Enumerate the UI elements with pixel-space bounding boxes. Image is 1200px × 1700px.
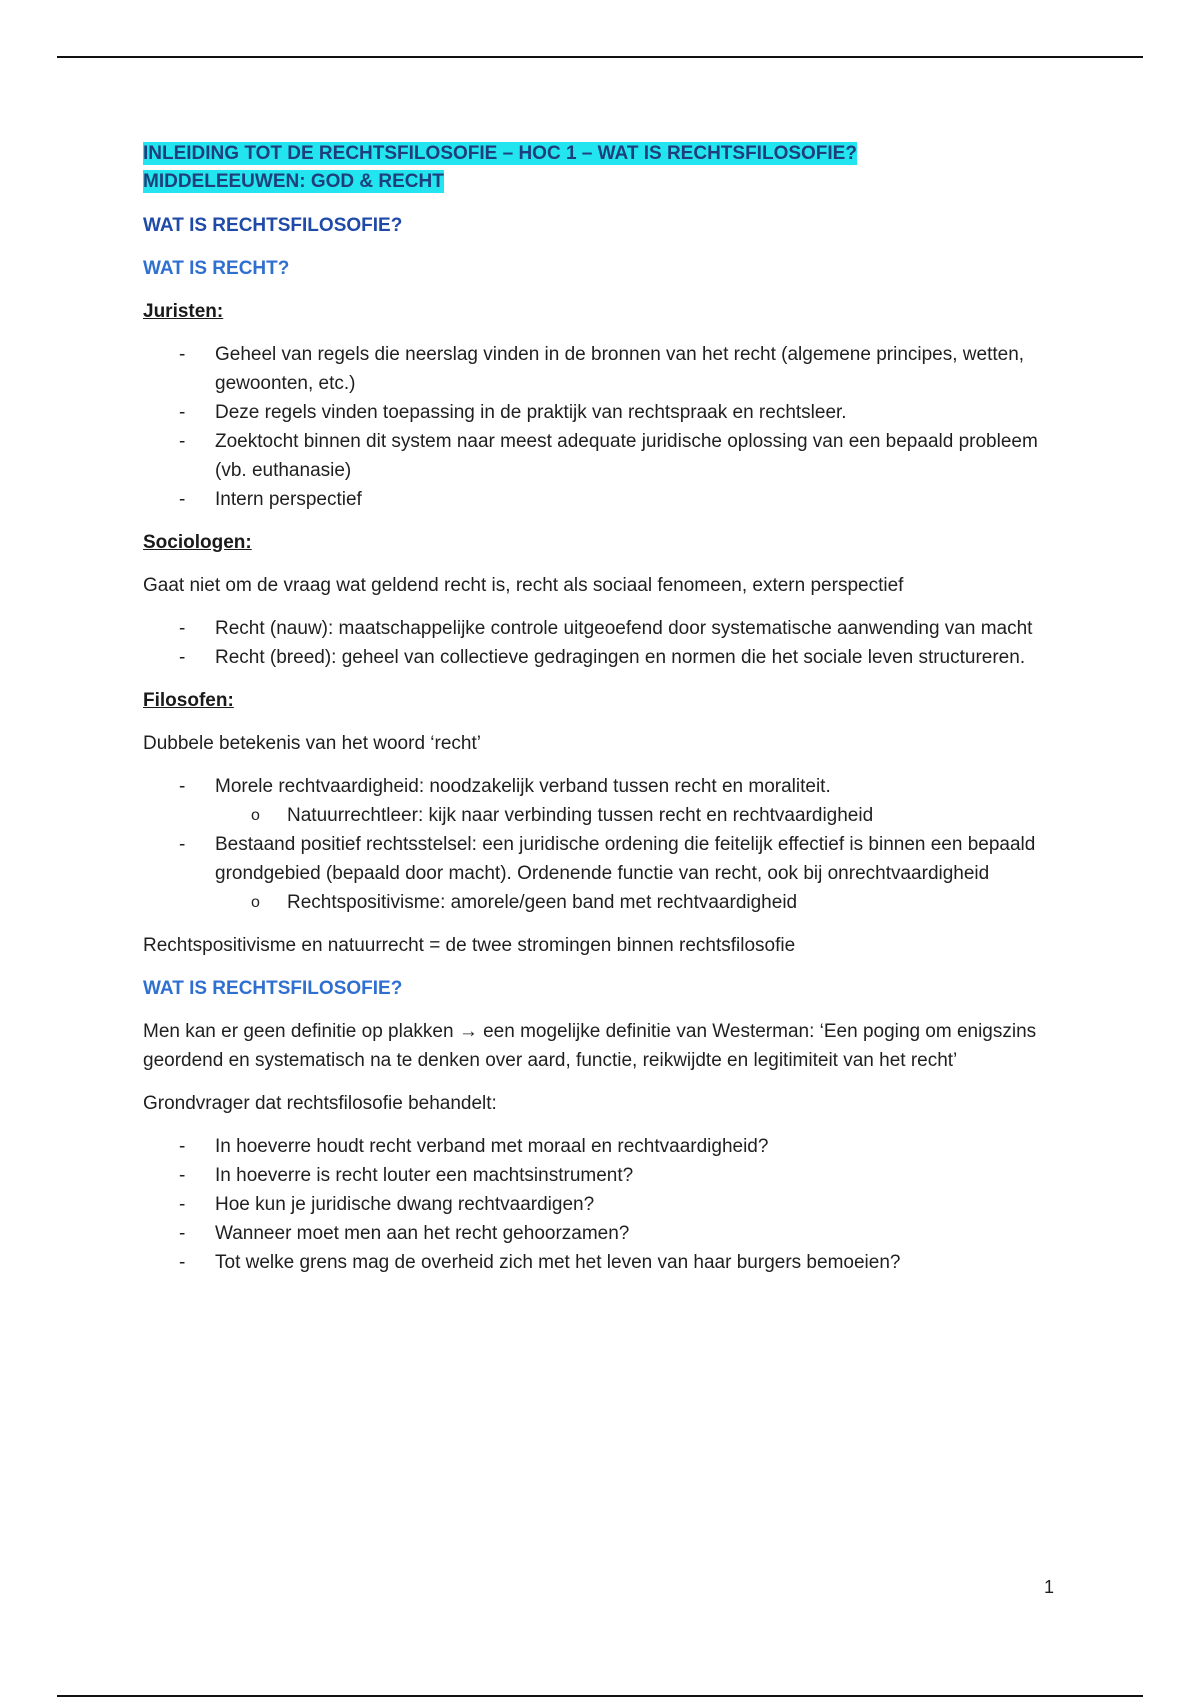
circle-marker: o	[251, 807, 260, 824]
list-item-text: Tot welke grens mag de overheid zich met het leven van haar burgers bemoeien?	[215, 1252, 901, 1273]
list-item-text: Recht (breed): geheel van collectieve gedragingen en normen die het sociale leven structureren.	[215, 647, 1026, 668]
list-item	[143, 614, 1063, 643]
footer-rule	[57, 1695, 1143, 1697]
dash-marker: -	[179, 618, 186, 639]
list-item-text: In hoeverre is recht louter een machtsinstrument?	[215, 1165, 634, 1186]
sub-list-item	[215, 801, 1063, 830]
list-item-text: Wanneer moet men aan het recht gehoorzamen?	[215, 1223, 630, 1244]
dash-marker: -	[179, 1223, 186, 1244]
dash-marker: -	[179, 647, 186, 668]
list-item	[143, 427, 1063, 485]
list-item	[143, 1132, 1063, 1161]
dash-marker: -	[179, 344, 186, 365]
dash-marker: -	[179, 1194, 186, 1215]
sub-list	[215, 888, 1063, 917]
dash-marker: -	[179, 776, 186, 797]
list-item	[143, 1219, 1063, 1248]
list-item	[143, 485, 1063, 514]
grondvragen-list	[143, 1132, 1063, 1277]
sociologen-list	[143, 614, 1063, 672]
list-item-text: Morele rechtvaardigheid: noodzakelijk verband tussen recht en moraliteit.	[215, 776, 831, 797]
list-item-text: Deze regels vinden toepassing in de praktijk van rechtspraak en rechtsleer.	[215, 402, 847, 423]
dash-marker: -	[179, 402, 186, 423]
page-number: 1	[1044, 1577, 1055, 1597]
document-title	[143, 140, 1063, 196]
dash-marker: -	[179, 489, 186, 510]
sub-list	[215, 801, 1063, 830]
list-item-text: Geheel van regels die neerslag vinden in de bronnen van het recht (algemene principes, wetten, gewoonten, etc.)	[215, 344, 1025, 394]
dash-marker: -	[179, 1252, 186, 1273]
dash-marker: -	[179, 1165, 186, 1186]
list-item	[143, 830, 1063, 917]
title-line-2: MIDDELEEUWEN: GOD & RECHT	[143, 171, 444, 192]
filosofen-intro: Dubbele betekenis van het woord ‘recht’	[143, 733, 481, 754]
dash-marker: -	[179, 1136, 186, 1157]
juristen-list	[143, 340, 1063, 514]
title-line-1: INLEIDING TOT DE RECHTSFILOSOFIE – HOC 1 – WAT IS RECHTSFILOSOFIE?	[143, 143, 857, 164]
sociologen-intro: Gaat niet om de vraag wat geldend recht is, recht als sociaal fenomeen, extern perspectief	[143, 575, 904, 596]
juristen-label: Juristen:	[143, 301, 224, 322]
list-item-text: Zoektocht binnen dit system naar meest adequate juridische oplossing van een bepaald probleem (vb. euthanasie)	[215, 431, 1038, 481]
header-rule	[57, 56, 1143, 58]
list-item	[143, 1161, 1063, 1190]
list-item-text: Hoe kun je juridische dwang rechtvaardigen?	[215, 1194, 595, 1215]
heading-wat-is-recht: WAT IS RECHT?	[143, 258, 290, 279]
dash-marker: -	[179, 431, 186, 452]
definition-paragraph: Men kan er geen definitie op plakken → een mogelijke definitie van Westerman: ‘Een poging om enigszins geordend en systematisch na te denken over aard, functie, reikwijdte en legitimiteit van het recht’	[143, 1021, 1037, 1071]
sub-list-item-text: Rechtspositivisme: amorele/geen band met rechtvaardigheid	[287, 892, 798, 913]
heading-wat-is-rechtsfilosofie: WAT IS RECHTSFILOSOFIE?	[143, 215, 403, 236]
sub-list-item	[215, 888, 1063, 917]
filosofen-conclusion: Rechtspositivisme en natuurrecht = de twee stromingen binnen rechtsfilosofie	[143, 935, 796, 956]
list-item-text: Recht (nauw): maatschappelijke controle uitgeoefend door systematische aanwending van macht	[215, 618, 1033, 639]
list-item	[143, 643, 1063, 672]
sub-list-item-text: Natuurrechtleer: kijk naar verbinding tussen recht en rechtvaardigheid	[287, 805, 874, 826]
list-item-text: Intern perspectief	[215, 489, 362, 510]
grondvragen-intro: Grondvrager dat rechtsfilosofie behandelt:	[143, 1093, 497, 1114]
filosofen-label: Filosofen:	[143, 690, 234, 711]
filosofen-list	[143, 772, 1063, 917]
dash-marker: -	[179, 834, 186, 855]
list-item-text: In hoeverre houdt recht verband met moraal en rechtvaardigheid?	[215, 1136, 769, 1157]
sociologen-label: Sociologen:	[143, 532, 252, 553]
list-item	[143, 1190, 1063, 1219]
heading-wat-is-rechtsfilosofie-2: WAT IS RECHTSFILOSOFIE?	[143, 978, 403, 999]
circle-marker: o	[251, 894, 260, 911]
list-item-text: Bestaand positief rechtsstelsel: een juridische ordening die feitelijk effectief is binnen een bepaald grondgebied (bepaald door macht). Ordenende functie van recht, ook bij onrechtvaardigheid	[215, 834, 1036, 884]
list-item	[143, 340, 1063, 398]
list-item	[143, 1248, 1063, 1277]
document-page	[143, 140, 1063, 1291]
list-item	[143, 772, 1063, 830]
list-item	[143, 398, 1063, 427]
